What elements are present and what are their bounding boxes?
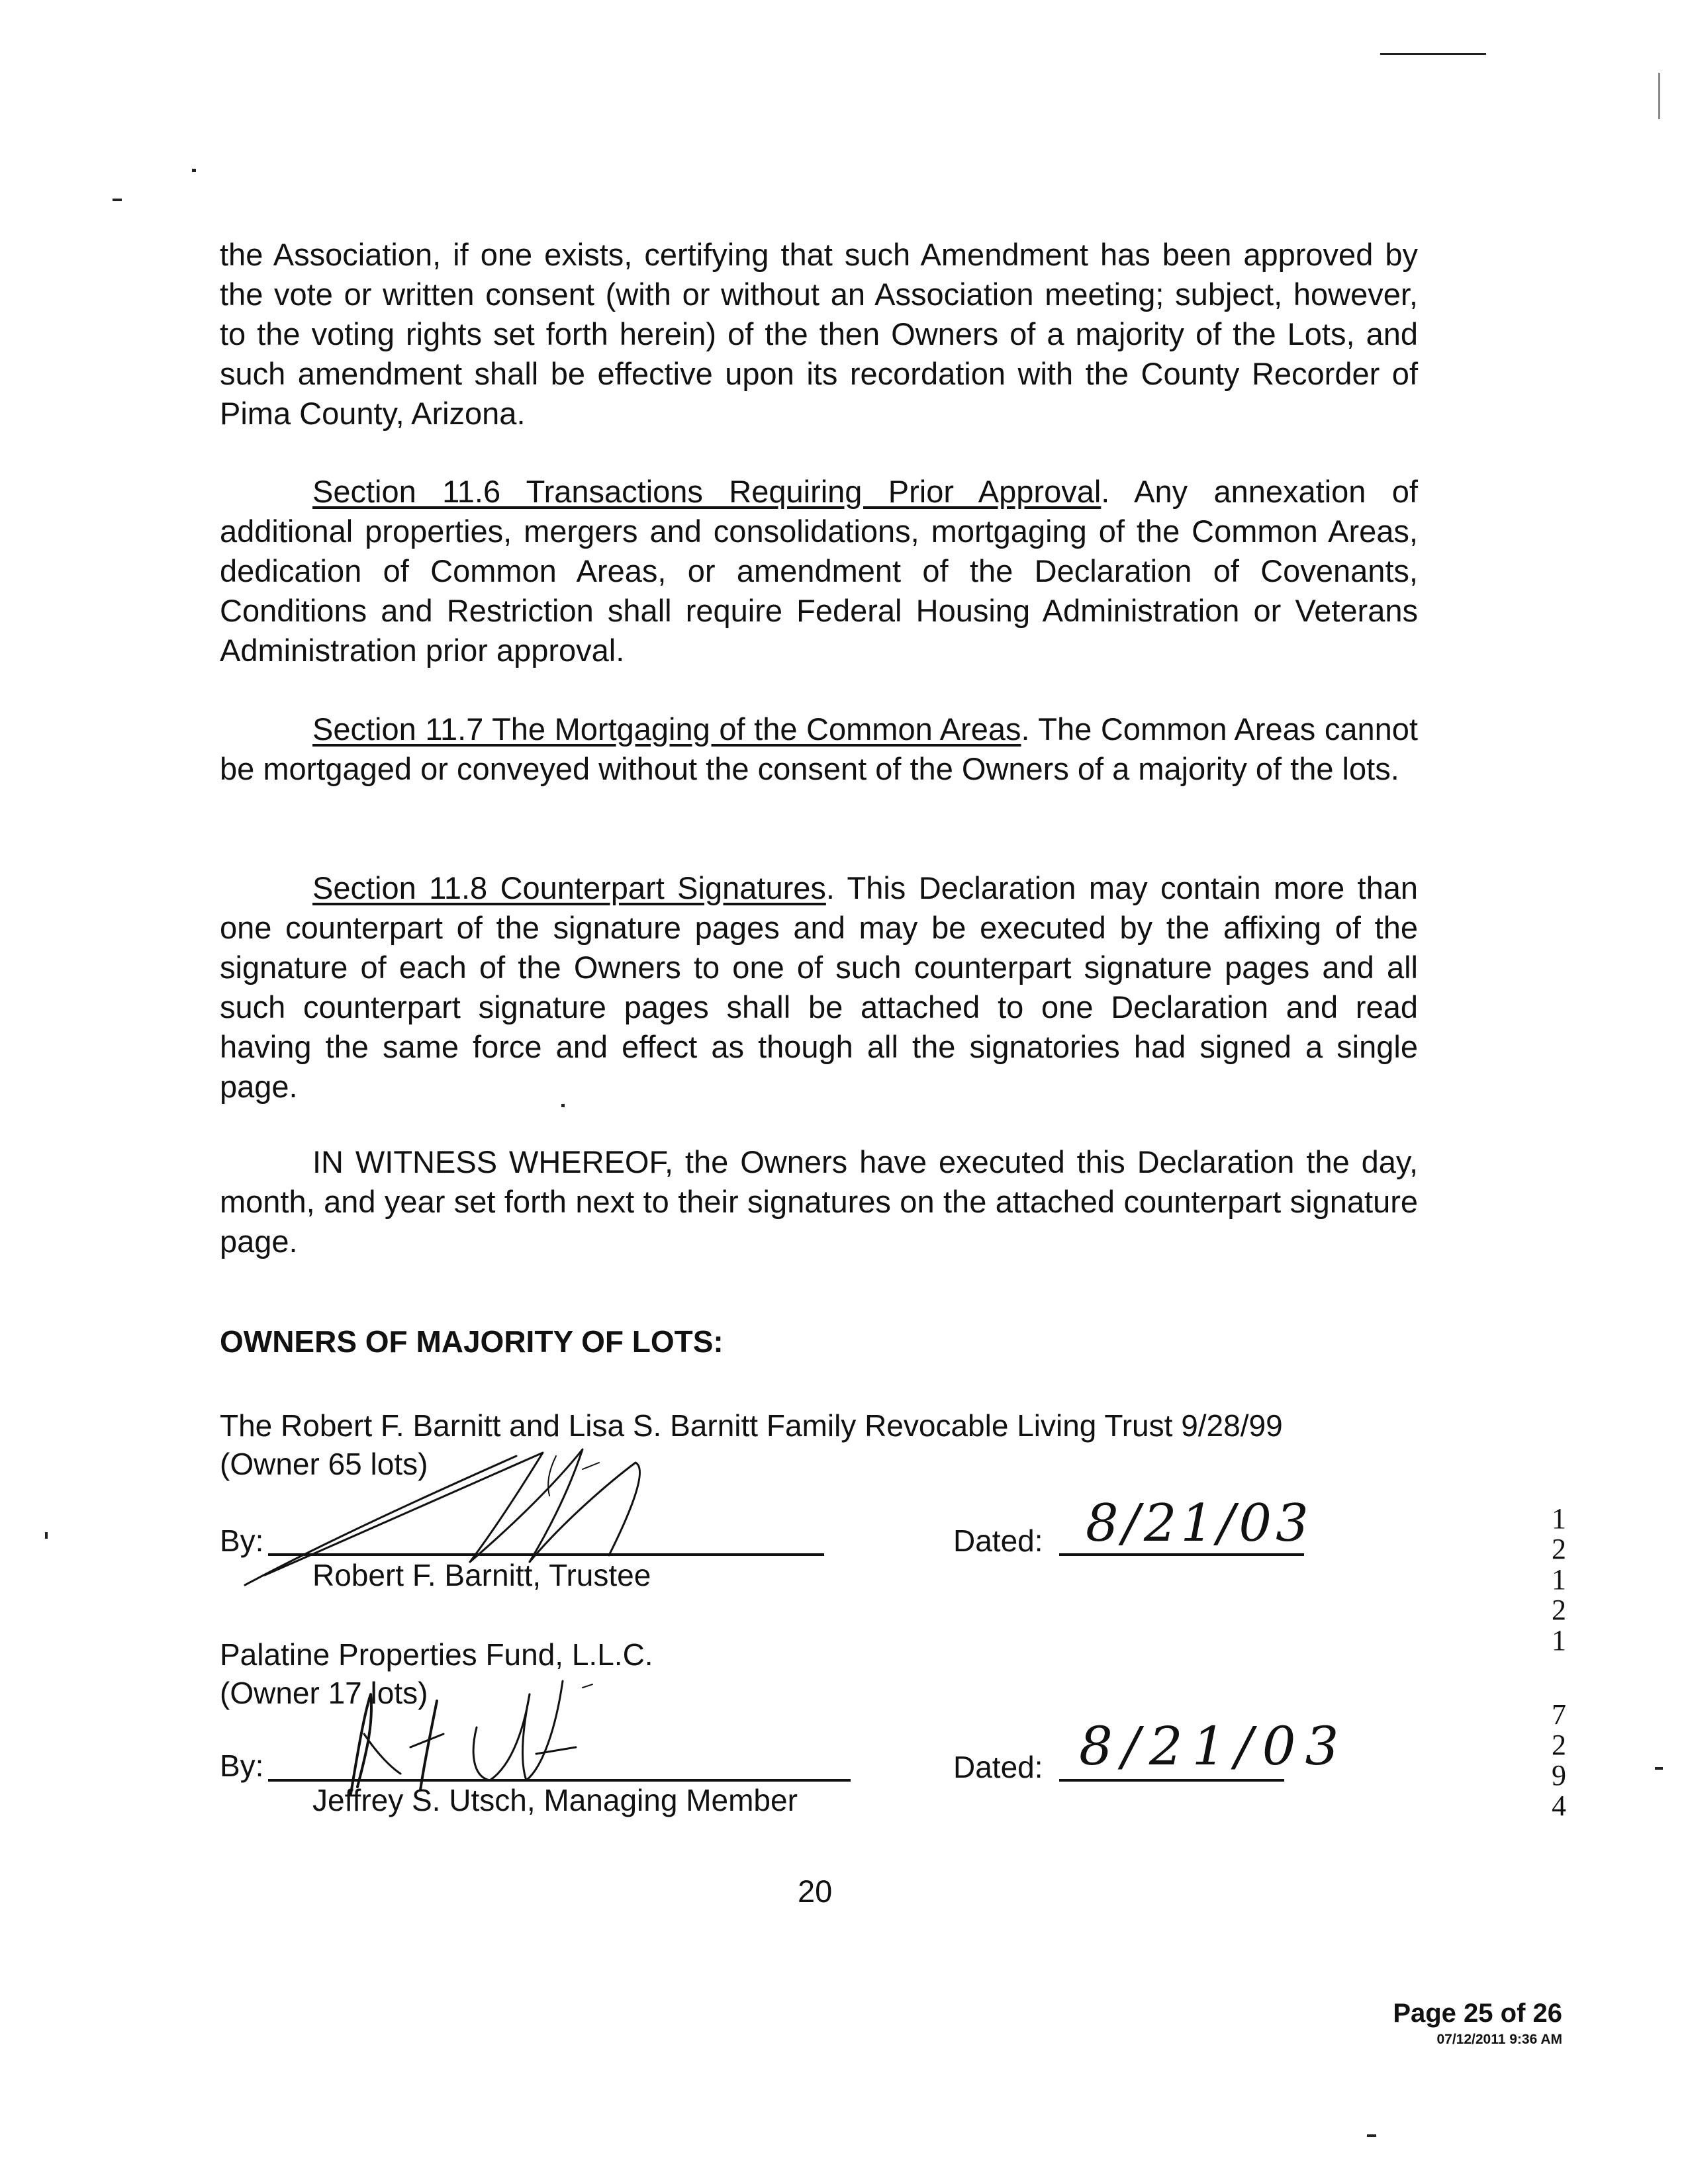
owner1-name: The Robert F. Barnitt and Lisa S. Barnitt Family Revocable Living Trust 9/28/99 [220,1408,1283,1443]
stamp-digit: 2 [1552,1729,1566,1761]
stamp-digit: 2 [1552,1594,1566,1626]
section-11-8 [220,868,1418,1107]
section-11-6-text: . Any annexation of additional properties, mergers and consolidations, mortgaging of the Common Areas, dedication of Common Areas, or amendment of the Declaration of Covenants, Conditions and Restriction shall require Federal Housing Administration or Veterans Administration prior approval. [220,474,1418,668]
owner2-name: Palatine Properties Fund, L.L.C. [220,1637,653,1672]
stamp-digit: 2 [1552,1533,1566,1565]
scan-mark-top-right [1380,53,1486,55]
scan-dash-bottom [1367,2134,1376,2137]
scan-dot-left [192,169,196,172]
section-11-8-title: Section 11.8 Counterpart Signatures [312,870,826,905]
owner1-date-line [1059,1553,1304,1556]
owner1-date: 8/21/03 [1086,1494,1313,1553]
stamp-digit: 7 [1552,1698,1566,1731]
stamp-digit: 4 [1552,1790,1566,1822]
page-number: 20 [798,1874,833,1909]
section-11-7 [220,709,1418,789]
paragraph-amendment-continuation: the Association, if one exists, certifying that such Amendment has been approved by the vote or written consent (with or without an Association meeting; subject, however, to the voting rights set forth herein) of the then Owners of a majority of the Lots, and such amendment shall be effective upon its recordation with the County Recorder of Pima County, Arizona. [220,237,1418,431]
stamp-digit: 9 [1552,1759,1566,1792]
scan-dot-left-2 [45,1532,48,1539]
owner2-dated-label: Dated: [953,1750,1043,1784]
section-11-7-text: . The Common Areas cannot be mortgaged or conveyed without the consent of the Owners of a majority of the lots. [220,711,1418,786]
witness-clause: IN WITNESS WHEREOF, the Owners have executed this Declaration the day, month, and year set forth next to their signatures on the attached counterpart signature page. [220,1144,1418,1259]
owner2-signer: Jeffrey S. Utsch, Managing Member [312,1783,798,1817]
owner1-dated-label: Dated: [953,1524,1043,1558]
scan-dash-left [113,199,122,201]
scan-dash-right [1655,1767,1663,1770]
owner1-lots: (Owner 65 lots) [220,1447,428,1481]
scan-mark-right-edge [1658,73,1660,119]
margin-stamp-top [1546,1504,1572,1656]
section-11-8-text: . This Declaration may contain more than one counterpart of the signature pages and may be executed by the affixing of the signature of each of the Owners to one of such counterpart signature pages and all such counterpart signature pages shall be attached to one Declaration and read having the same force and effect as though all the signatories had signed a single page. [220,870,1418,1104]
stamp-digit: 1 [1552,1502,1566,1535]
owner2-by-label: By: [220,1749,264,1783]
section-11-6-title: Section 11.6 Transactions Requiring Prior Approval [312,474,1102,509]
section-11-7-title: Section 11.7 The Mortgaging of the Common Areas [312,711,1021,747]
owner2-signature [291,1655,662,1800]
section-11-6 [220,472,1418,670]
stamp-digit: 1 [1552,1563,1566,1596]
page-of-count: Page 25 of 26 [1393,1999,1562,2028]
owner2-lots: (Owner 17 lots) [220,1676,428,1710]
owner2-date: 8/21/03 [1079,1715,1348,1777]
owner1-signer: Robert F. Barnitt, Trustee [312,1558,651,1592]
stamp-digit: 1 [1552,1624,1566,1657]
footer-timestamp: 07/12/2011 9:36 AM [1436,2032,1562,2047]
owners-heading: OWNERS OF MAJORITY OF LOTS: [220,1324,724,1359]
owner2-date-line [1059,1779,1284,1782]
owner1-signature [238,1443,702,1608]
margin-stamp-bottom [1546,1700,1572,1821]
owner1-by-label: By: [220,1524,264,1558]
